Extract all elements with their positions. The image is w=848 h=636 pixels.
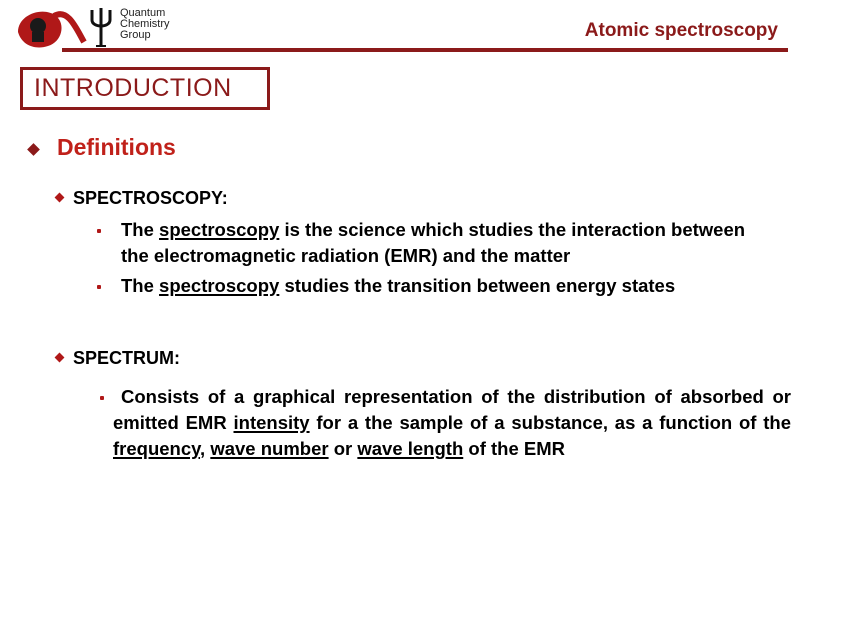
underlined-term: wave number bbox=[210, 438, 329, 459]
slide-title: Atomic spectroscopy bbox=[584, 20, 778, 41]
text-span: Consists of a graphical representation of the distribution of absorbed or emitted EMR bbox=[113, 386, 791, 433]
text-span: of the EMR bbox=[463, 438, 565, 459]
spectroscopy-point-1 bbox=[121, 217, 761, 269]
underlined-term: wave length bbox=[357, 438, 464, 459]
text-span: , bbox=[200, 438, 211, 459]
underlined-term: intensity bbox=[233, 412, 310, 433]
spectrum-bullet-icon bbox=[55, 353, 65, 363]
bullet-dot-icon bbox=[97, 229, 101, 233]
spectrum-point-1 bbox=[113, 384, 791, 462]
underlined-term: frequency bbox=[113, 438, 201, 459]
logo-line1: Quantum bbox=[120, 7, 166, 19]
text-span: The bbox=[121, 275, 160, 296]
logo-line2: Chemistry bbox=[120, 18, 170, 30]
spectrum-heading: SPECTRUM: bbox=[73, 348, 180, 368]
text-span: for a the sample of a substance, as a function of the bbox=[309, 412, 792, 433]
bullet-dot-icon bbox=[100, 396, 104, 400]
text-span: studies the transition between energy states bbox=[279, 275, 676, 296]
spectroscopy-point-2 bbox=[121, 273, 781, 299]
spectroscopy-heading: SPECTROSCOPY: bbox=[73, 188, 228, 208]
bullet-dot-icon bbox=[97, 285, 101, 289]
text-span: is the science which studies the interaction between the electromagnetic radiation (EMR) and the matter bbox=[121, 219, 746, 266]
text-span: or bbox=[328, 438, 358, 459]
text-span: The bbox=[121, 219, 160, 240]
quantum-chemistry-group-logo bbox=[14, 2, 184, 54]
section-label: INTRODUCTION bbox=[34, 74, 232, 102]
logo-text bbox=[120, 8, 170, 41]
underlined-term: spectroscopy bbox=[159, 219, 280, 240]
spectroscopy-bullet-icon bbox=[55, 193, 65, 203]
logo-line3: Group bbox=[120, 29, 151, 41]
section-label-box bbox=[20, 67, 270, 110]
header-divider bbox=[62, 48, 788, 52]
underlined-term: spectroscopy bbox=[159, 275, 280, 296]
logo-emblem-icon bbox=[14, 2, 124, 54]
definitions-bullet-icon bbox=[27, 143, 40, 156]
definitions-heading: Definitions bbox=[57, 134, 176, 160]
